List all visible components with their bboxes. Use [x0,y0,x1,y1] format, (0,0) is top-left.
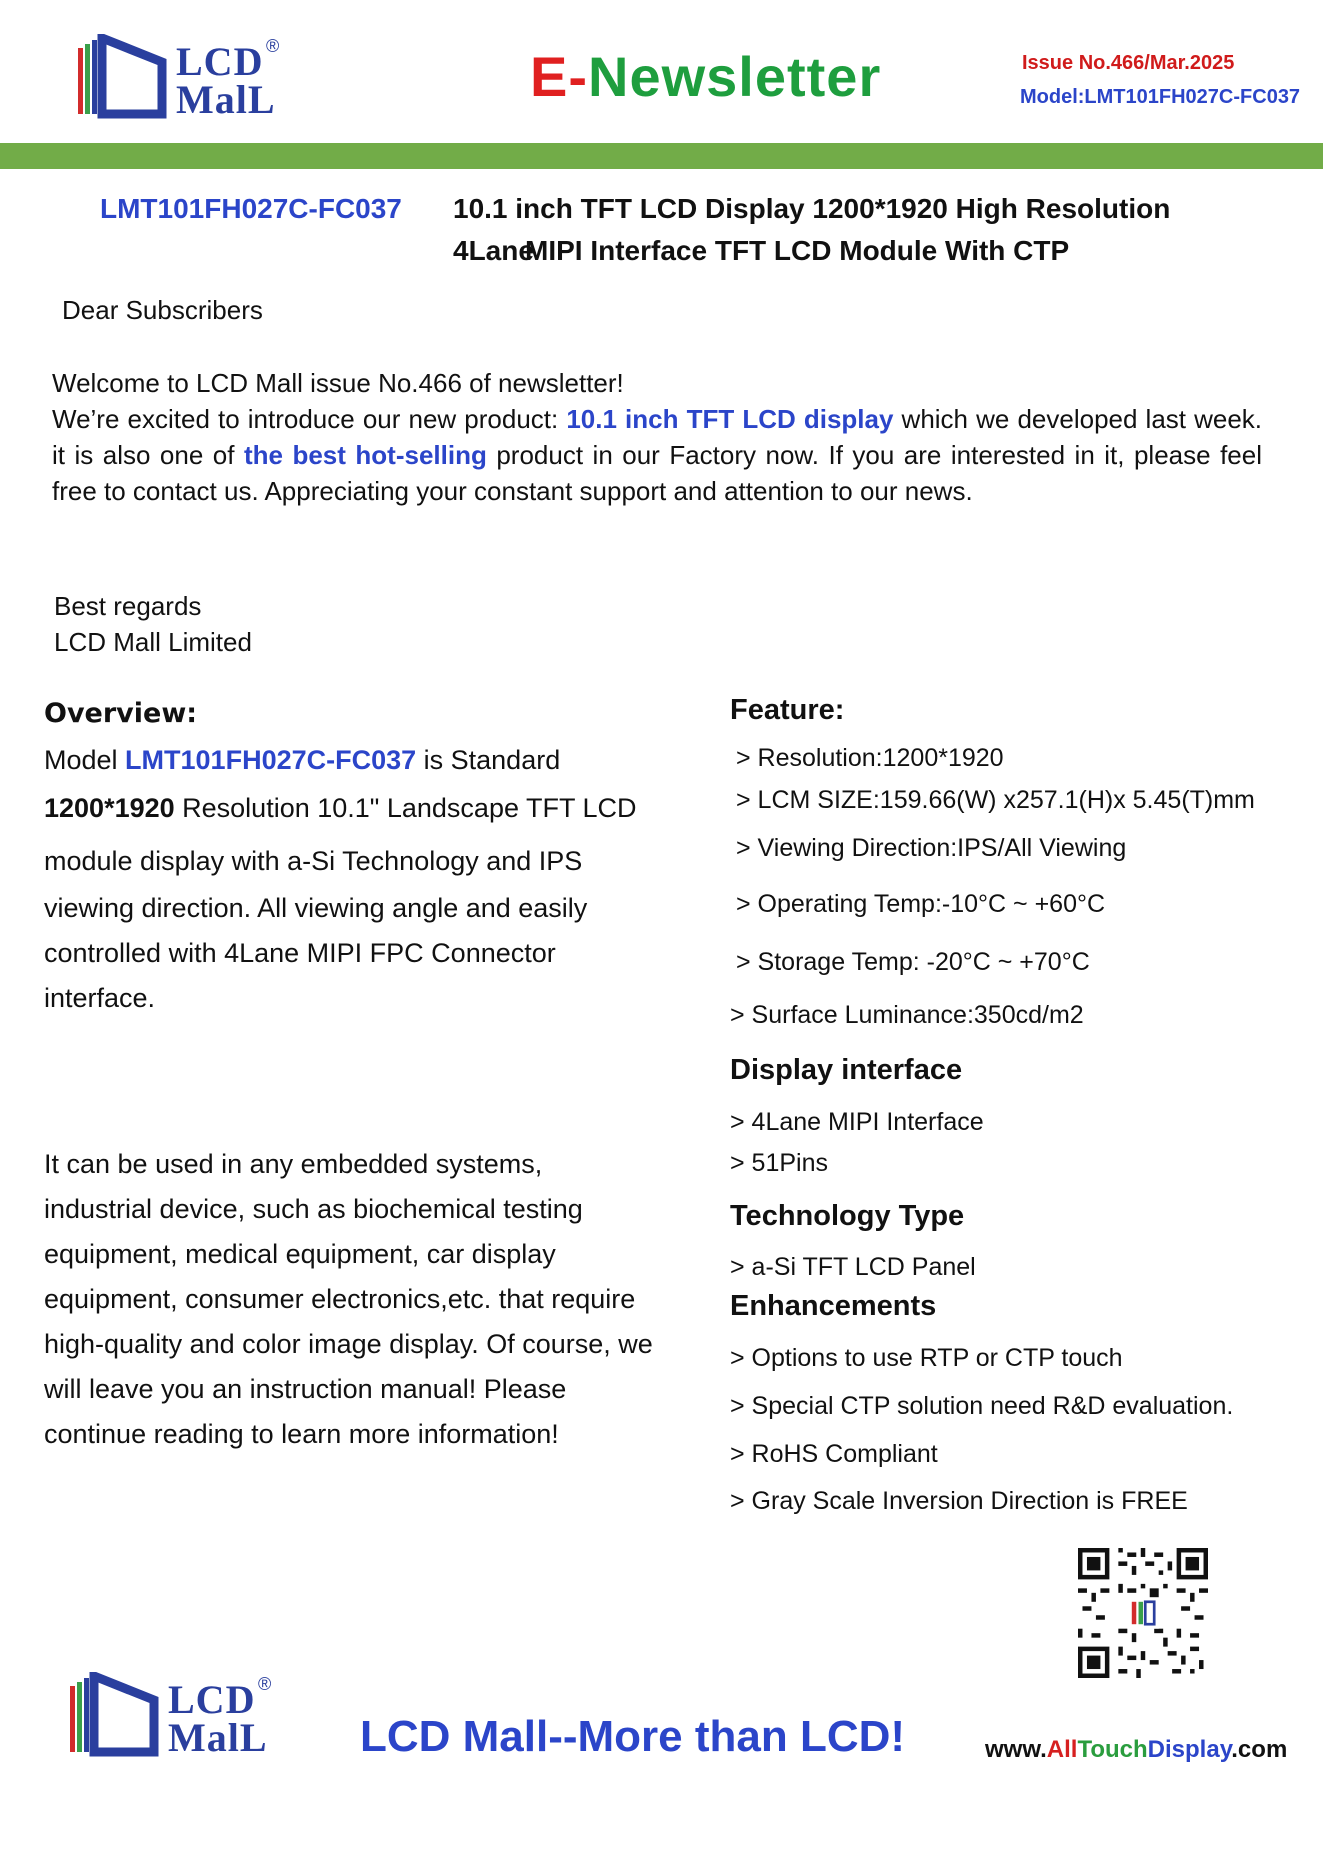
usage-line: continue reading to learn more information! [44,1419,559,1449]
enhancements-heading: Enhancements [730,1290,937,1322]
newsletter-title [530,44,881,109]
title-rest: Newsletter [588,45,882,108]
enhancement-item: > Special CTP solution need R&D evaluation. [730,1392,1234,1420]
display-interface-heading: Display interface [730,1054,963,1086]
overview-section [44,692,684,1021]
usage-line: high-quality and color image display. Of course, we [44,1329,653,1359]
overview-line-6: interface. [44,983,156,1013]
usage-line: will leave you an instruction manual! Please [44,1374,567,1404]
technology-heading: Technology Type [730,1200,965,1232]
enhancement-item: > Gray Scale Inversion Direction is FREE [730,1487,1188,1515]
letter-intro: We’re excited to introduce our new product: 10.1 inch TFT LCD display which we developed last week. it is also one of the best hot-selling product in our Factory now. If you are interested in it, please feel free to contact us. Appreciating your constant support and attention to our news. [52,404,1263,506]
company-name: LCD Mall Limited [54,627,252,657]
feature-item: > Viewing Direction:IPS/All Viewing [736,834,1127,862]
logo-mark-icon [76,34,176,124]
letter-welcome: Welcome to LCD Mall issue No.466 of newsletter! [52,368,624,398]
footer-logo [68,1672,278,1762]
footer-slogan: LCD Mall--More than LCD! [360,1712,906,1761]
header-model: Model:LMT101FH027C-FC037 [1020,86,1301,108]
overview-heading: Overview: [44,698,198,729]
green-divider [0,143,1323,169]
logo-text-lcd: LCD [176,39,264,84]
usage-line: It can be used in any embedded systems, [44,1149,543,1179]
display-item: > 51Pins [730,1149,828,1177]
logo-text-lcd: LCD [168,1677,256,1722]
technology-item: > a-Si TFT LCD Panel [730,1253,976,1281]
overview-line-3: module display with a-Si Technology and IPS [44,846,583,876]
product-link[interactable]: 10.1 inch TFT LCD display [566,404,894,434]
best-regards: Best regards [54,591,202,621]
overview-line-4: viewing direction. All viewing angle and easily [44,893,588,923]
overview-model-code: LMT101FH027C-FC037 [125,745,417,775]
feature-item: > Resolution:1200*1920 [736,744,1004,772]
overview-line-1: Model LMT101FH027C-FC037 is Standard [44,745,561,775]
logo-registered-mark: ® [266,36,280,56]
usage-line: industrial device, such as biochemical testing [44,1194,583,1224]
headline-line-2: MIPI Interface TFT LCD Module With CTP [525,235,1070,266]
usage-line: equipment, medical equipment, car display [44,1239,556,1269]
headline-line-1: 10.1 inch TFT LCD Display 1200*1920 High Resolution 4Lane [453,193,1171,266]
overview-usage [44,1142,684,1457]
logo-text-mall: MalL [176,77,276,122]
title-dash: - [568,45,589,108]
feature-item: > Surface Luminance:350cd/m2 [730,1001,1084,1029]
enhancement-item: > RoHS Compliant [730,1440,938,1468]
logo-text-mall: MalL [168,1715,268,1760]
logo-mark-icon [68,1672,168,1762]
qr-code-icon[interactable] [1078,1548,1208,1678]
headline-model-code: LMT101FH027C-FC037 [100,193,402,224]
display-item: > 4Lane MIPI Interface [730,1108,984,1136]
overview-line-5: controlled with 4Lane MIPI FPC Connector [44,938,556,968]
usage-line: equipment, consumer electronics,etc. that require [44,1284,636,1314]
header-logo [76,34,286,124]
letter-body [52,365,1262,509]
overview-line-2: 1200*1920 Resolution 10.1" Landscape TFT LCD [44,793,637,823]
feature-item: > Storage Temp: -20°C ~ +70°C [736,948,1090,976]
letter-signoff [54,588,1264,660]
enhancement-item: > Options to use RTP or CTP touch [730,1344,1123,1372]
title-e: E [530,45,569,108]
issue-number: Issue No.466/Mar.2025 [1022,52,1235,74]
logo-registered-mark: ® [258,1674,272,1694]
website-link[interactable]: www.AllTouchDisplay.com [985,1736,1288,1763]
hot-selling-link[interactable]: the best hot-selling [243,440,487,470]
feature-item: > Operating Temp:-10°C ~ +60°C [736,890,1106,918]
feature-item: > LCM SIZE:159.66(W) x257.1(H)x 5.45(T)mm [736,786,1255,814]
feature-heading: Feature: [730,694,845,726]
letter-greeting: Dear Subscribers [62,295,263,325]
